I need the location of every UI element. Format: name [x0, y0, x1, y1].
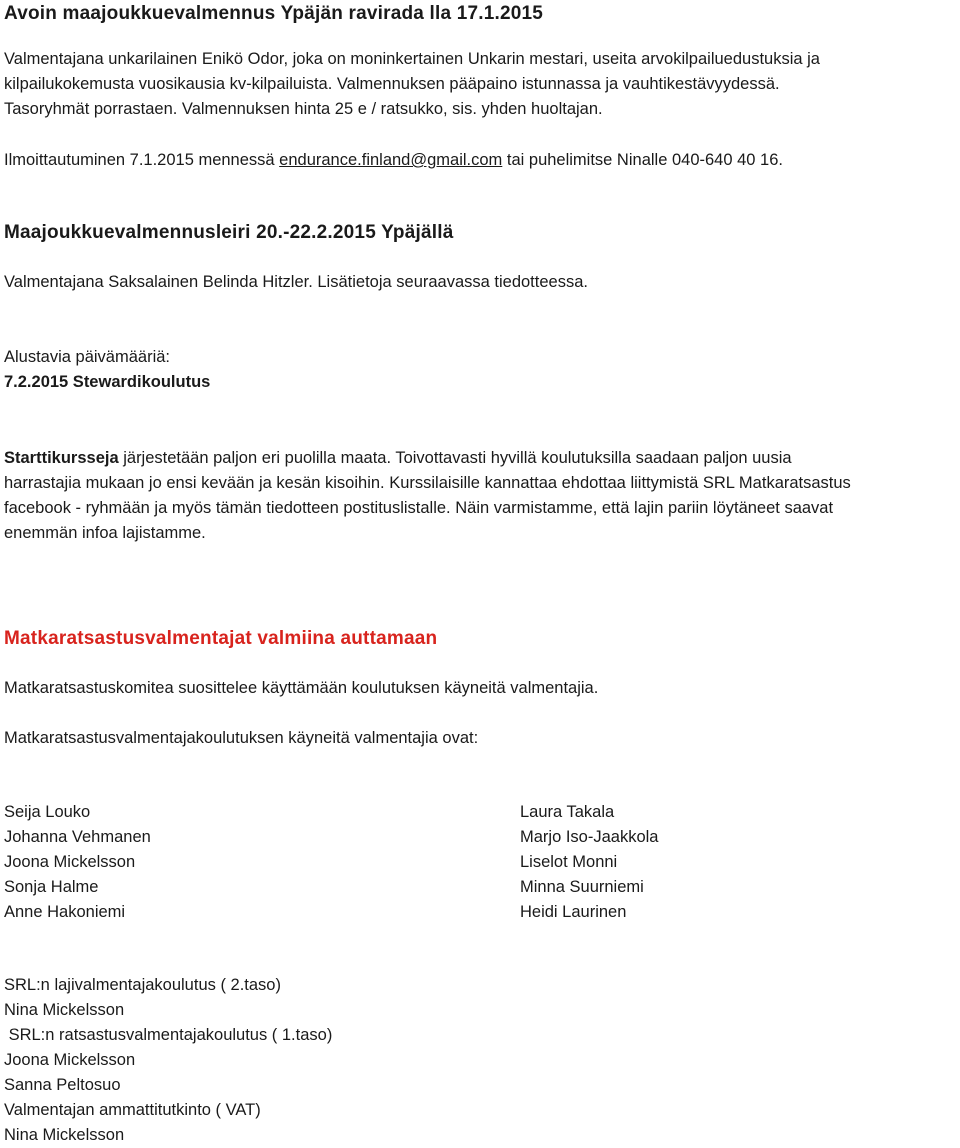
coaches-line-2: Matkaratsastusvalmentajakoulutuksen käyneitä valmentajia ovat:: [4, 729, 479, 747]
coaches-right-column: [520, 800, 920, 925]
starter-line-1-rest: järjestetään paljon eri puolilla maata. Toivottavasti hyvillä koulutuksilla saadaan paljon uusia: [118, 449, 792, 467]
section1-line-1: Valmentajana unkarilainen Enikö Odor, joka on moninkertainen Unkarin mestari, useita arvokilpailuedustuksia ja: [4, 50, 820, 68]
signup-prefix: Ilmoittautuminen 7.1.2015 mennessä: [4, 151, 280, 169]
course-line: SRL:n ratsastusvalmentajakoulutus ( 1.taso): [4, 1026, 333, 1044]
coach-name: Anne Hakoniemi: [4, 903, 126, 921]
coaches-left-column: [4, 800, 404, 925]
coach-name: Liselot Monni: [520, 853, 618, 871]
course-line: Nina Mickelsson: [4, 1126, 125, 1144]
starter-paragraph: [4, 446, 954, 546]
section2-line: Valmentajana Saksalainen Belinda Hitzler. Lisätietoja seuraavassa tiedotteessa.: [4, 273, 588, 291]
coach-name: Joona Mickelsson: [4, 853, 136, 871]
starter-line-4: enemmän infoa lajistamme.: [4, 524, 206, 542]
section2-title: Maajoukkuevalmennusleiri 20.-22.2.2015 Ypäjällä: [4, 222, 454, 243]
signup-line: [4, 148, 954, 173]
coach-name: Seija Louko: [4, 803, 91, 821]
dates-item: 7.2.2015 Stewardikoulutus: [4, 373, 211, 391]
coach-name: Sonja Halme: [4, 878, 99, 896]
coach-name: Johanna Vehmanen: [4, 828, 151, 846]
coach-name: Heidi Laurinen: [520, 903, 627, 921]
section1-line-3: Tasoryhmät porrastaen. Valmennuksen hinta 25 e / ratsukko, sis. yhden huoltajan.: [4, 100, 603, 118]
coach-name: Laura Takala: [520, 803, 615, 821]
section1-paragraph: [4, 47, 954, 122]
coaches-line-1: Matkaratsastuskomitea suosittelee käyttämään koulutuksen käyneitä valmentajia.: [4, 679, 599, 697]
section1-line-2: kilpailukokemusta vuosikausia kv-kilpailuista. Valmennuksen pääpaino istunnassa ja vauhtikestävyydessä.: [4, 75, 780, 93]
signup-suffix: tai puhelimitse Ninalle 040-640 40 16.: [502, 151, 783, 169]
coach-name: Marjo Iso-Jaakkola: [520, 828, 659, 846]
course-line: Valmentajan ammattitutkinto ( VAT): [4, 1101, 261, 1119]
course-line: Nina Mickelsson: [4, 1001, 125, 1019]
starter-line-1: [4, 446, 954, 471]
course-line: Sanna Peltosuo: [4, 1076, 121, 1094]
coach-name: Minna Suurniemi: [520, 878, 644, 896]
starter-bold-word: Starttikursseja: [4, 449, 119, 467]
starter-line-2: harrastajia mukaan jo ensi kevään ja kesän kisoihin. Kurssilaisille kannattaa ehdottaa liittymistä SRL Matkaratsastus: [4, 474, 851, 492]
dates-label: Alustavia päivämääriä:: [4, 348, 170, 366]
coaches-title: Matkaratsastusvalmentajat valmiina auttamaan: [4, 628, 438, 649]
signup-email-link[interactable]: endurance.finland@gmail.com: [279, 151, 503, 169]
course-line: SRL:n lajivalmentajakoulutus ( 2.taso): [4, 976, 281, 994]
course-line: Joona Mickelsson: [4, 1051, 136, 1069]
starter-line-3: facebook - ryhmään ja myös tämän tiedotteen postituslistalle. Näin varmistamme, että lajin pariin löytäneet saavat: [4, 499, 834, 517]
section1-title: Avoin maajoukkuevalmennus Ypäjän ravirada lla 17.1.2015: [4, 3, 544, 24]
courses-list: [4, 973, 954, 1148]
